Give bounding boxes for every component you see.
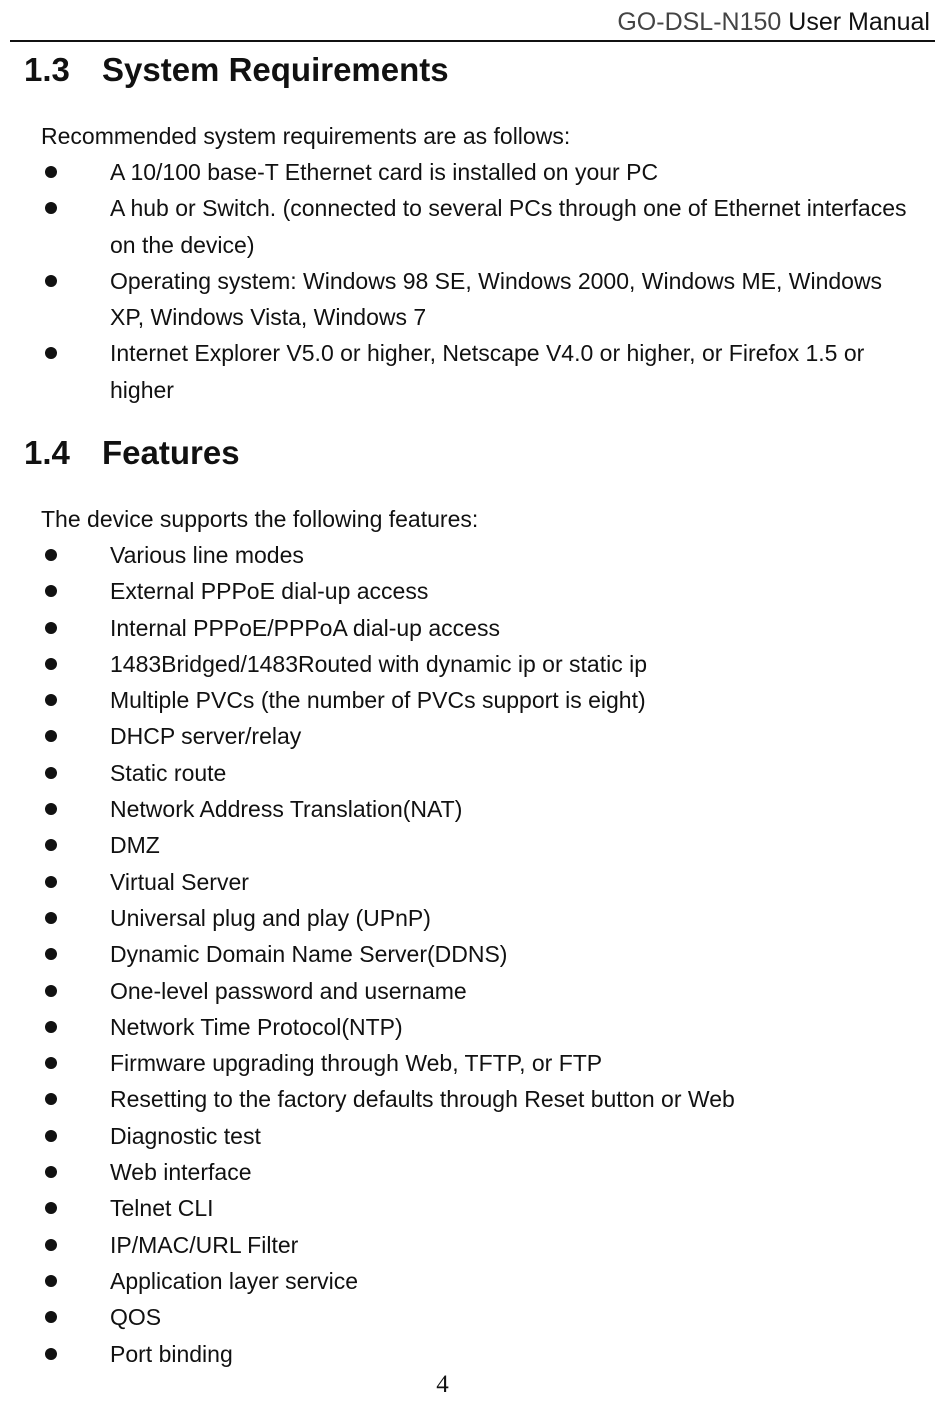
list-item-text: Virtual Server xyxy=(110,868,249,895)
bullet-icon xyxy=(45,658,57,670)
header-divider xyxy=(10,40,935,42)
bullet-icon xyxy=(45,1021,57,1033)
bullet-icon xyxy=(45,622,57,634)
list-item-text: Static route xyxy=(110,759,227,786)
list-item-text: QOS xyxy=(110,1304,162,1331)
list-item-text: Various line modes xyxy=(110,542,304,568)
list-item-text: Port binding xyxy=(110,1340,233,1367)
list-item xyxy=(0,1190,950,1226)
list-item-text: Internet Explorer V5.0 or higher, Netscape V4.0 or higher, or Firefox 1.5 or higher xyxy=(110,340,865,403)
header-manual-title: User Manual xyxy=(788,8,930,36)
section-number: 1.3 xyxy=(24,51,70,88)
list-item-text: Resetting to the factory defaults through Reset button or Web xyxy=(110,1086,735,1113)
list-item xyxy=(0,936,950,972)
list-item-text: Internal PPPoE/PPPoA dial-up access xyxy=(110,614,500,641)
list-item xyxy=(0,610,950,646)
bullet-icon xyxy=(45,1202,57,1214)
bullet-icon xyxy=(45,876,57,888)
list-item-text: Diagnostic test xyxy=(110,1122,261,1149)
bullet-icon xyxy=(45,948,57,960)
bullet-icon xyxy=(45,1057,57,1069)
bullet-icon xyxy=(45,1166,57,1178)
list-item xyxy=(0,1009,950,1045)
list-item xyxy=(0,973,950,1009)
list-item xyxy=(0,335,950,408)
list-item xyxy=(0,154,950,190)
list-item xyxy=(0,646,950,682)
section-intro: The device supports the following features: xyxy=(41,506,479,532)
bullet-icon xyxy=(45,803,57,815)
list-item-text: DMZ xyxy=(110,832,160,859)
list-item xyxy=(0,1154,950,1190)
list-item-text: Network Address Translation(NAT) xyxy=(110,796,463,823)
list-item xyxy=(0,190,950,263)
list-item-text: A 10/100 base-T Ethernet card is installed on your PC xyxy=(110,159,659,185)
bullet-icon xyxy=(45,585,57,597)
list-item xyxy=(0,1336,950,1372)
list-item-text: One-level password and username xyxy=(110,977,467,1004)
bullet-icon xyxy=(45,694,57,706)
list-item-text: Multiple PVCs (the number of PVCs support is eight) xyxy=(110,687,646,714)
list-item xyxy=(0,682,950,718)
list-item-text: Web interface xyxy=(110,1159,252,1186)
list-item-text: Telnet CLI xyxy=(110,1195,214,1222)
header-model: GO-DSL-N150 xyxy=(617,8,782,36)
page-header xyxy=(617,6,930,38)
list-item-text: Firmware upgrading through Web, TFTP, or FTP xyxy=(110,1050,603,1077)
list-item xyxy=(0,864,950,900)
bullet-icon xyxy=(45,1093,57,1105)
list-item xyxy=(0,1227,950,1263)
bullet-icon xyxy=(45,1311,57,1323)
bullet-icon xyxy=(45,1348,57,1360)
list-item xyxy=(0,263,950,336)
list-item xyxy=(0,1081,950,1117)
page-number: 4 xyxy=(436,1371,449,1398)
bullet-icon xyxy=(45,1130,57,1142)
list-item-text: Operating system: Windows 98 SE, Windows 2000, Windows ME, Windows XP, Windows Vista, Windows 7 xyxy=(110,267,883,331)
list-item-text: External PPPoE dial-up access xyxy=(110,578,429,605)
bullet-icon xyxy=(45,767,57,779)
bullet-icon xyxy=(45,275,57,287)
bullet-icon xyxy=(45,1239,57,1251)
list-item-text: 1483Bridged/1483Routed with dynamic ip or static ip xyxy=(110,650,647,677)
bullet-icon xyxy=(45,985,57,997)
list-item-text: Universal plug and play (UPnP) xyxy=(110,904,431,931)
section-heading-system-requirements xyxy=(24,50,449,90)
list-item-text: Dynamic Domain Name Server(DDNS) xyxy=(110,941,508,968)
section-intro: Recommended system requirements are as follows: xyxy=(41,123,571,149)
list-item-text: Application layer service xyxy=(110,1267,359,1294)
list-item xyxy=(0,718,950,754)
section-title: Features xyxy=(102,434,240,471)
list-item xyxy=(0,1118,950,1154)
list-item-text: IP/MAC/URL Filter xyxy=(110,1231,299,1258)
list-item xyxy=(0,1045,950,1081)
list-item xyxy=(0,1299,950,1335)
list-item-text: A hub or Switch. (connected to several PCs through one of Ethernet interfaces on the device) xyxy=(110,195,907,258)
list-item xyxy=(0,537,950,573)
bullet-icon xyxy=(45,347,57,359)
section-title: System Requirements xyxy=(102,51,449,88)
list-item-text: Network Time Protocol(NTP) xyxy=(110,1013,403,1040)
list-item xyxy=(0,827,950,863)
section-number: 1.4 xyxy=(24,434,70,471)
bullet-icon xyxy=(45,912,57,924)
list-item-text: DHCP server/relay xyxy=(110,723,302,750)
list-item xyxy=(0,755,950,791)
list-item xyxy=(0,791,950,827)
features-list xyxy=(0,537,950,1372)
bullet-icon xyxy=(45,202,57,214)
bullet-icon xyxy=(45,1275,57,1287)
bullet-icon xyxy=(45,166,57,178)
list-item xyxy=(0,573,950,609)
list-item xyxy=(0,900,950,936)
section-heading-features xyxy=(24,433,240,473)
system-requirements-list xyxy=(0,154,950,408)
bullet-icon xyxy=(45,730,57,742)
list-item xyxy=(0,1263,950,1299)
bullet-icon xyxy=(45,549,57,561)
bullet-icon xyxy=(45,839,57,851)
